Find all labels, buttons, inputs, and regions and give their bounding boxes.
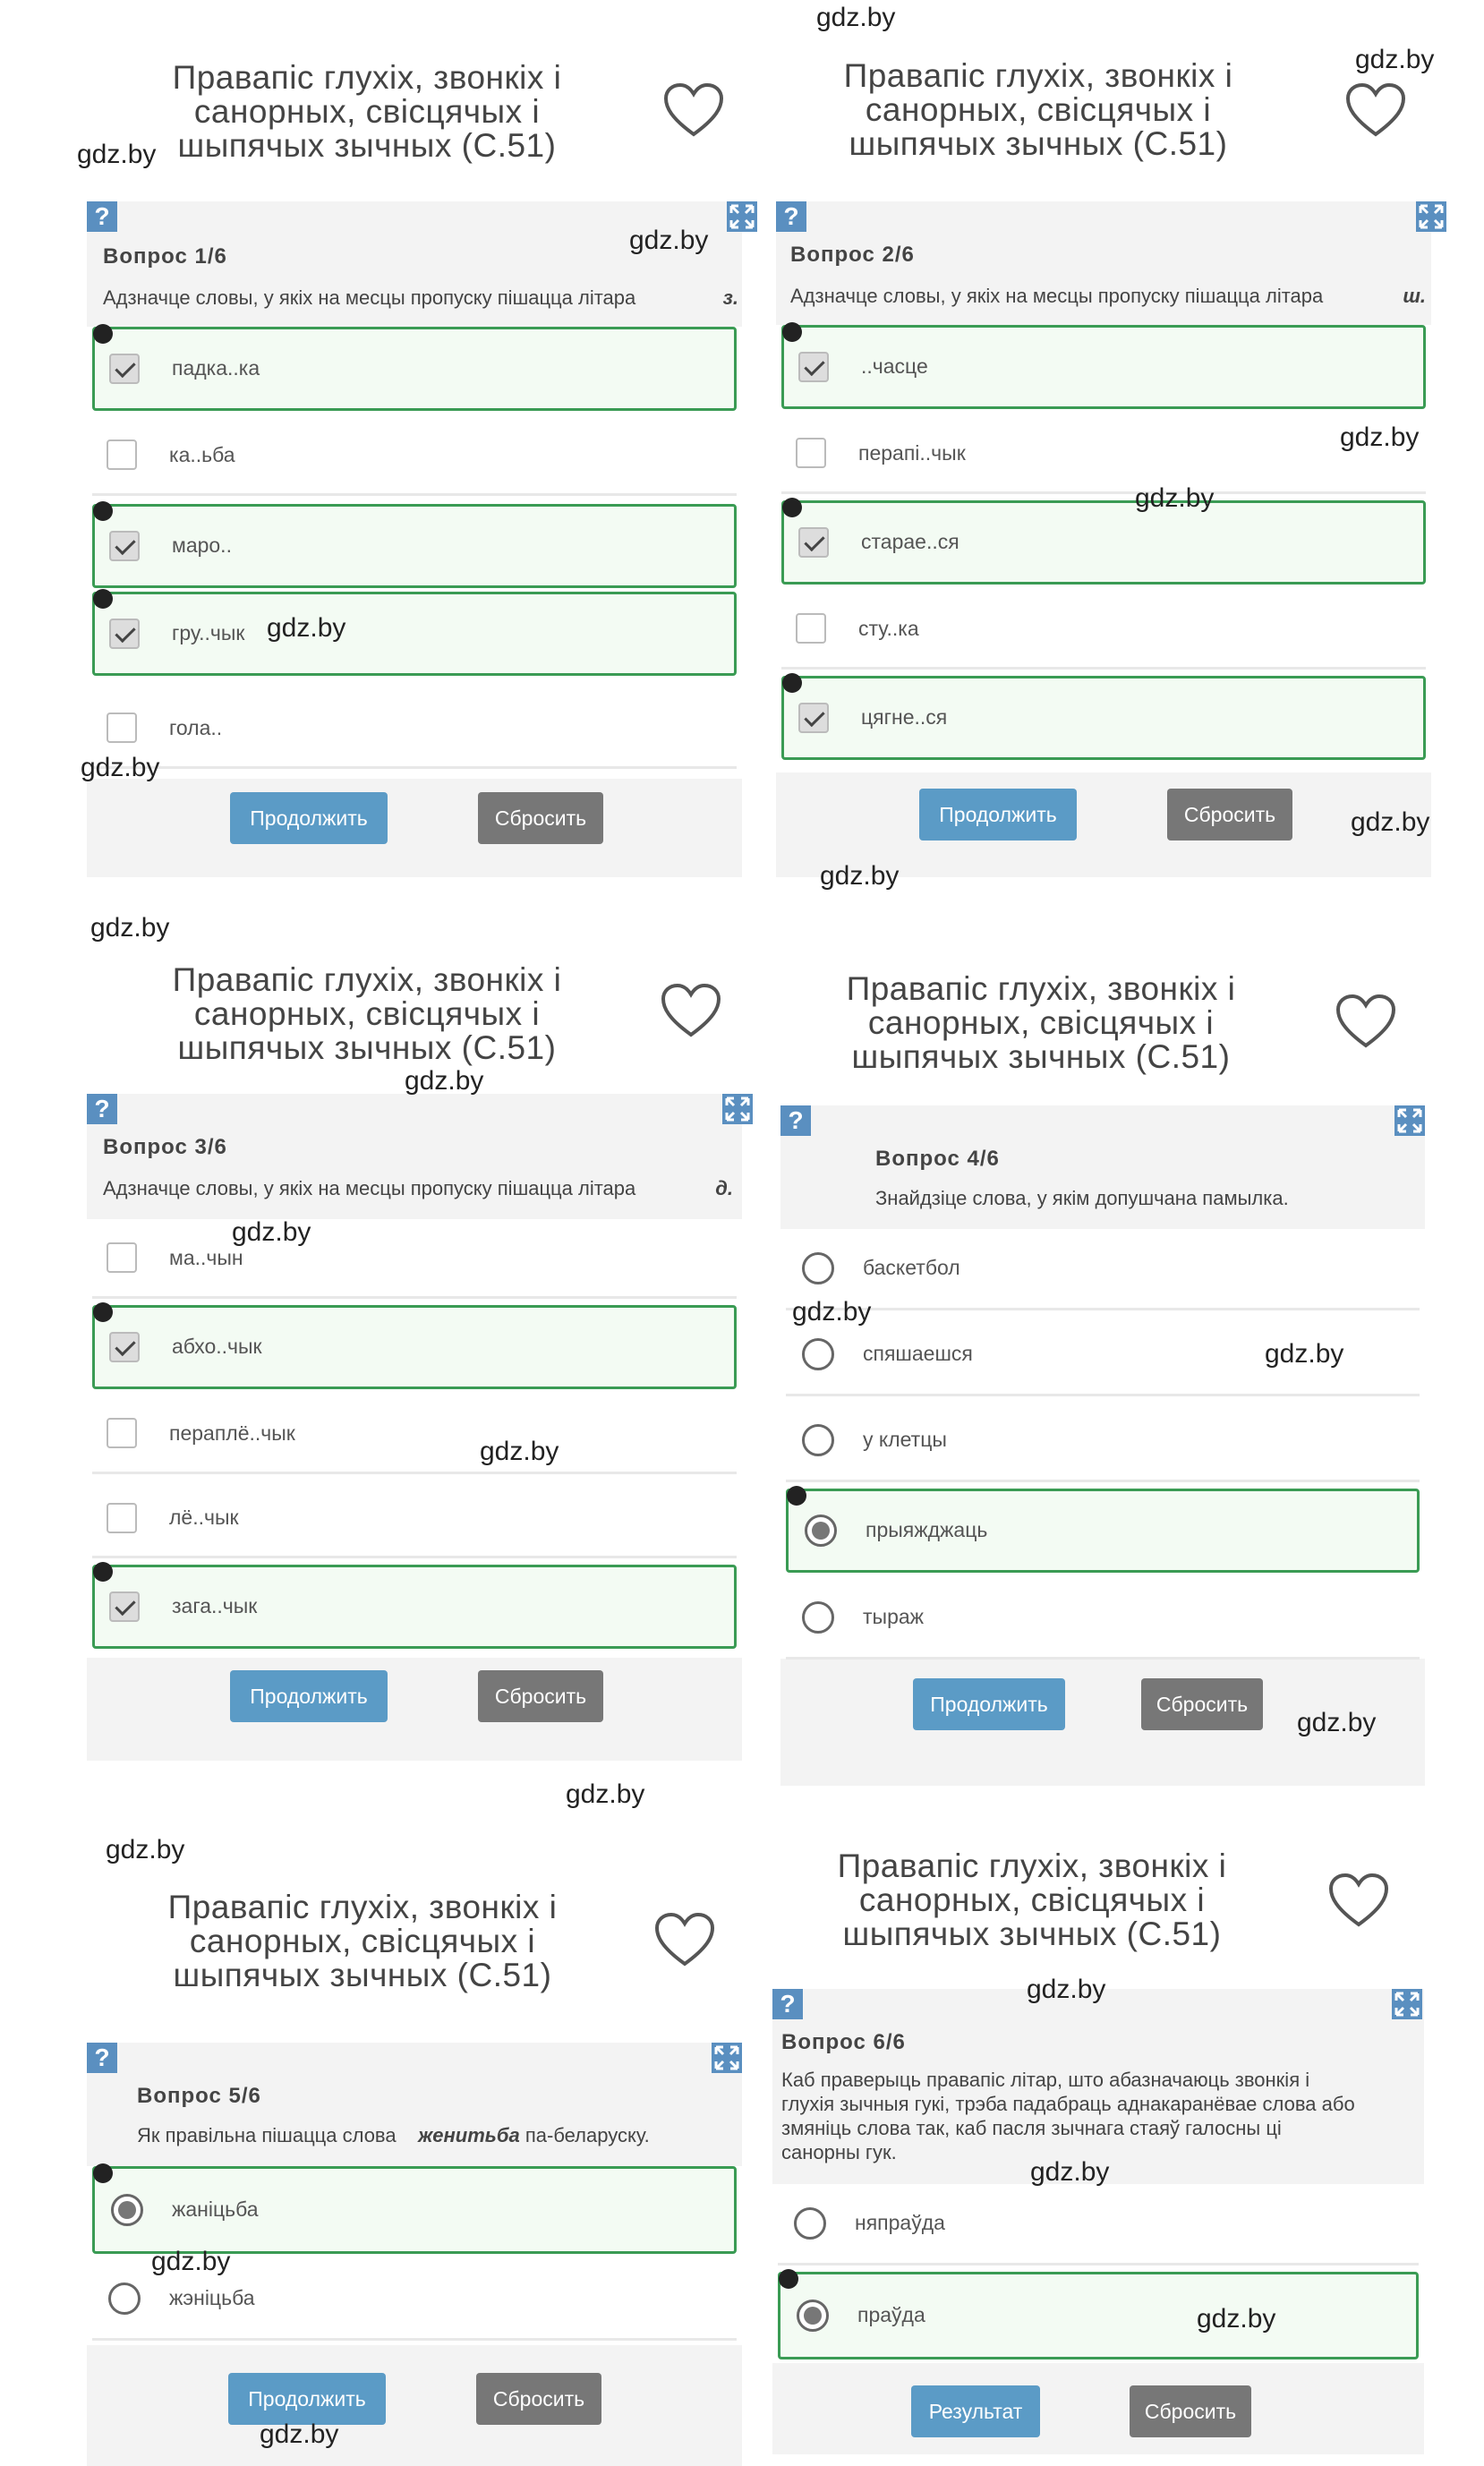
selected-dot (93, 589, 113, 609)
options-list (772, 2184, 1424, 2363)
checkbox[interactable] (107, 712, 137, 743)
option[interactable]: прыяжджаць (786, 1489, 1420, 1573)
options-list (780, 1229, 1425, 1659)
radio-button[interactable] (794, 2207, 826, 2240)
continue-button[interactable]: Продолжить (919, 789, 1077, 840)
option[interactable]: жаніцьба (92, 2166, 737, 2254)
watermark: gdz.by (232, 1217, 311, 1247)
option[interactable]: спяшаешся (786, 1315, 1420, 1396)
page-title: Правапіс глухіх, звонкіх і санорных, свісцячых і шыпячых зычных (С.51) (167, 1889, 558, 1993)
question-text: Як правільна пішацца слова женитьба па-беларуску. (137, 2124, 650, 2146)
question-icon[interactable]: ? (87, 201, 117, 232)
question-card (776, 201, 1431, 877)
watermark: gdz.by (1355, 45, 1435, 74)
question-icon[interactable]: ? (772, 1989, 803, 2019)
expand-icon[interactable] (1394, 1105, 1425, 1136)
watermark: gdz.by (1027, 1975, 1106, 2004)
question-icon[interactable]: ? (780, 1105, 811, 1136)
checkbox[interactable] (109, 354, 140, 384)
watermark: gdz.by (151, 2247, 231, 2276)
option[interactable]: гру..чык (92, 592, 737, 676)
selected-dot (787, 1486, 806, 1506)
page-title: Правапіс глухіх, звонкіх і санорных, свісцячых і шыпячых зычных (С.51) (172, 961, 562, 1066)
page-title: Правапіс глухіх, звонкіх і санорных, свісцячых і шыпячых зычных (С.51) (846, 970, 1236, 1075)
selected-dot (93, 2163, 113, 2183)
checkbox[interactable] (796, 613, 826, 644)
radio-button[interactable] (111, 2194, 143, 2226)
question-card (87, 1094, 742, 1761)
continue-button[interactable]: Продолжить (230, 1670, 388, 1722)
expand-icon[interactable] (722, 1094, 753, 1124)
quiz-panel-5 (0, 1835, 742, 2466)
page-title: Правапіс глухіх, звонкіх і санорных, свісцячых і шыпячых зычных (С.51) (172, 59, 562, 164)
reset-button[interactable]: Сбросить (478, 1670, 603, 1722)
watermark: gdz.by (1340, 422, 1420, 452)
quiz-panel-1 (0, 0, 742, 877)
option[interactable]: падка..ка (92, 327, 737, 411)
radio-button[interactable] (802, 1601, 834, 1634)
option[interactable]: абхо..чык (92, 1305, 737, 1389)
checkbox[interactable] (109, 1332, 140, 1362)
question-number: Вопрос 4/6 (875, 1147, 1000, 1171)
quiz-panel-6 (760, 1799, 1484, 2466)
option[interactable]: пераплё..чык (92, 1395, 737, 1474)
watermark: gdz.by (1351, 807, 1430, 837)
option[interactable]: няпраўда (778, 2184, 1419, 2265)
selected-dot (93, 1302, 113, 1322)
watermark: gdz.by (106, 1835, 185, 1864)
heart-icon[interactable] (653, 1912, 716, 1969)
watermark: gdz.by (260, 2419, 339, 2449)
checkbox[interactable] (107, 1418, 137, 1448)
watermark: gdz.by (816, 3, 896, 32)
expand-icon[interactable] (1416, 201, 1446, 232)
quiz-panel-4 (760, 922, 1484, 1772)
question-text: Знайдзіце слова, у якім допушчана памылка. (875, 1187, 1289, 1209)
option[interactable]: маро.. (92, 504, 737, 588)
page-title: Правапіс глухіх, звонкіх і санорных, свісцячых і шыпячых зычных (С.51) (843, 57, 1233, 162)
option[interactable]: ка..ьба (92, 416, 737, 496)
selected-dot (782, 322, 802, 342)
heart-icon[interactable] (1327, 1873, 1390, 1930)
question-number: Вопрос 6/6 (781, 2030, 906, 2054)
watermark: gdz.by (81, 753, 160, 782)
selected-dot (93, 501, 113, 521)
question-card (87, 201, 742, 877)
question-number: Вопрос 2/6 (790, 243, 915, 267)
reset-button[interactable]: Сбросить (1167, 789, 1292, 840)
radio-button[interactable] (797, 2300, 829, 2332)
option[interactable]: баскетбол (786, 1229, 1420, 1310)
expand-icon[interactable] (1392, 1989, 1422, 2019)
checkbox[interactable] (109, 1591, 140, 1622)
quiz-panel-3 (0, 922, 742, 1772)
page-title: Правапіс глухіх, звонкіх і санорных, свісцячых і шыпячых зычных (С.51) (837, 1847, 1227, 1952)
watermark: gdz.by (1197, 2304, 1276, 2334)
selected-dot (782, 673, 802, 693)
result-button[interactable]: Результат (911, 2385, 1040, 2437)
watermark: gdz.by (1265, 1339, 1344, 1369)
watermark: gdz.by (480, 1437, 559, 1466)
watermark: gdz.by (820, 861, 900, 891)
question-text: Адзначце словы, у якіх на месцы пропуску пішацца літара ш. (790, 285, 1426, 307)
expand-icon[interactable] (727, 201, 757, 232)
option[interactable]: ..часце (781, 325, 1426, 409)
heart-icon[interactable] (1335, 994, 1397, 1051)
question-text: Адзначце словы, у якіх на месцы пропуску пішацца літара з. (103, 286, 738, 309)
checkbox[interactable] (798, 352, 829, 382)
reset-button[interactable]: Сбросить (476, 2373, 601, 2425)
watermark: gdz.by (792, 1297, 872, 1327)
selected-dot (93, 324, 113, 344)
question-number: Вопрос 3/6 (103, 1135, 227, 1159)
selected-dot (93, 1562, 113, 1582)
selected-dot (779, 2269, 798, 2289)
question-number: Вопрос 5/6 (137, 2084, 261, 2108)
radio-button[interactable] (802, 1252, 834, 1284)
watermark: gdz.by (405, 1066, 484, 1096)
checkbox[interactable] (798, 703, 829, 733)
question-icon[interactable]: ? (87, 1094, 117, 1124)
radio-button[interactable] (805, 1515, 837, 1547)
options-list (87, 1219, 742, 1658)
option[interactable]: праўда (778, 2272, 1419, 2359)
question-card (780, 1105, 1425, 1786)
option[interactable]: старае..ся (781, 500, 1426, 585)
option[interactable]: жэніцьба (92, 2257, 737, 2341)
radio-button[interactable] (802, 1424, 834, 1456)
option[interactable]: зага..чык (92, 1565, 737, 1649)
options-list (87, 689, 742, 779)
reset-button[interactable]: Сбросить (1130, 2385, 1251, 2437)
checkbox[interactable] (107, 1242, 137, 1273)
checkbox[interactable] (798, 527, 829, 558)
radio-button[interactable] (802, 1338, 834, 1370)
option[interactable]: у клетцы (786, 1401, 1420, 1482)
watermark: gdz.by (77, 140, 157, 169)
watermark: gdz.by (267, 613, 346, 643)
question-text: Каб праверыць правапіс літар, што абазначаюць звонкія і глухія зычныя гукі, трэба падабраць аднакаранёвае слова або змяніць слова так, каб пасля зычнага стаяў галосны ці санорны гук. (781, 2069, 1355, 2163)
checkbox[interactable] (109, 619, 140, 649)
watermark: gdz.by (1135, 483, 1215, 513)
question-card (772, 1989, 1424, 2454)
option[interactable]: ма..чын (92, 1219, 737, 1299)
options-list (87, 327, 742, 689)
watermark: gdz.by (1297, 1708, 1377, 1737)
watermark: gdz.by (1030, 2157, 1110, 2187)
checkbox[interactable] (107, 1503, 137, 1533)
heart-icon[interactable] (660, 983, 722, 1040)
selected-dot (782, 498, 802, 517)
question-number: Вопрос 1/6 (103, 244, 227, 269)
options-list (776, 325, 1431, 772)
reset-button[interactable]: Сбросить (1141, 1678, 1263, 1730)
question-icon[interactable]: ? (87, 2043, 117, 2073)
option[interactable]: гола.. (92, 689, 737, 769)
checkbox[interactable] (796, 438, 826, 468)
expand-icon[interactable] (712, 2043, 742, 2073)
checkbox[interactable] (107, 439, 137, 470)
option[interactable]: перапі..чык (781, 414, 1426, 494)
radio-button[interactable] (108, 2283, 141, 2315)
continue-button[interactable]: Продолжить (230, 792, 388, 844)
question-text: Адзначце словы, у якіх на месцы пропуску пішацца літара д. (103, 1177, 733, 1199)
heart-icon[interactable] (662, 82, 725, 140)
watermark: gdz.by (90, 913, 170, 943)
option[interactable]: лё..чык (92, 1480, 737, 1558)
reset-button[interactable]: Сбросить (478, 792, 603, 844)
option[interactable]: сту..ка (781, 590, 1426, 670)
continue-button[interactable]: Продолжить (228, 2373, 386, 2425)
option[interactable]: цягне..ся (781, 676, 1426, 760)
checkbox[interactable] (109, 531, 140, 561)
continue-button[interactable]: Продолжить (913, 1678, 1065, 1730)
option[interactable]: тыраж (786, 1578, 1420, 1660)
heart-icon[interactable] (1344, 82, 1407, 140)
question-icon[interactable]: ? (776, 201, 806, 232)
watermark: gdz.by (629, 226, 709, 255)
watermark: gdz.by (566, 1779, 645, 1809)
